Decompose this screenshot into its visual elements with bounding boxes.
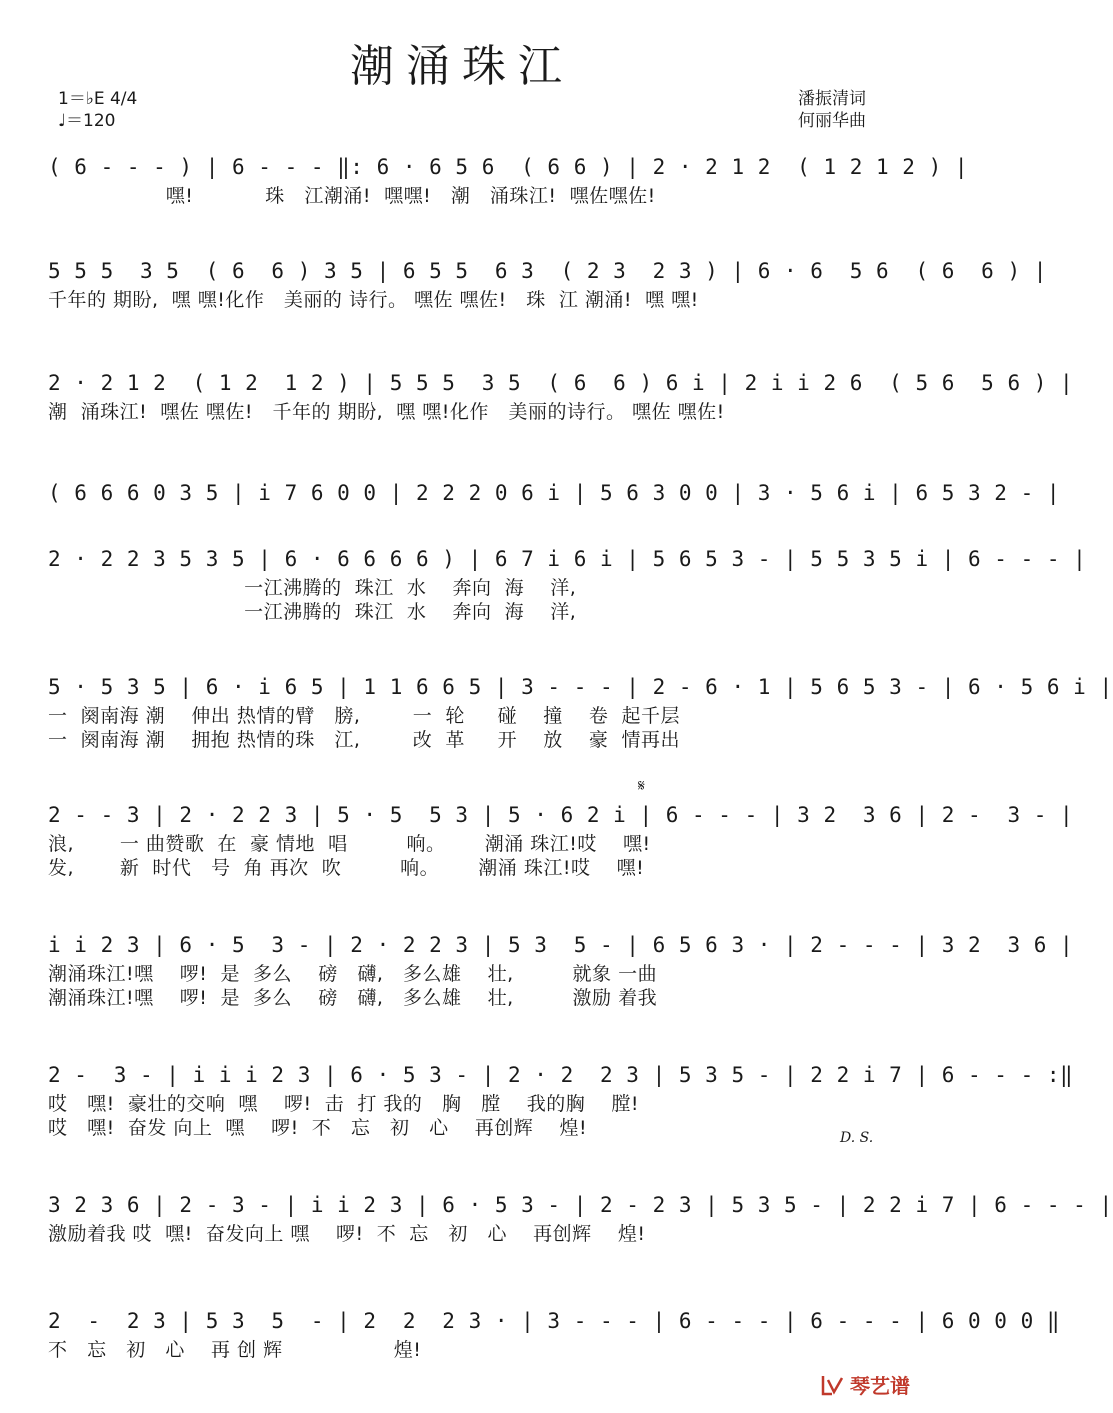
- score-body: [48, 150, 1113, 1374]
- lyric-line: 哎 嘿! 奋发 向上 嘿 啰! 不 忘 初 心 再创辉 煌!: [48, 1117, 588, 1139]
- score-system: [48, 670, 1113, 798]
- ds-marking: D. S.: [840, 1130, 874, 1146]
- lyricist-credit: 潘振清词: [798, 89, 866, 109]
- score-system: [48, 542, 1087, 670]
- notes-line: 2 · 2 2 3 5 3 5 | 6 · 6 6 6 6 ) | 6 7 i 6 i | 5 6 5 3 - | 5 5 3 5 i | 6 - - - |: [48, 547, 1087, 571]
- credits-block: [798, 88, 866, 132]
- watermark: [820, 1370, 910, 1399]
- lyric-line: 嘿! 珠 江潮涌! 嘿嘿! 潮 涌珠江! 嘿佐嘿佐!: [48, 185, 656, 207]
- score-system: [48, 928, 1074, 1058]
- lyric-line: 一 阕南海 潮 伸出 热情的臂 膀, 一 轮 碰 撞 卷 起千层: [48, 705, 680, 727]
- notes-line: 3 2 3 6 | 2 - 3 - | i i 2 3 | 6 · 5 3 - | 2 - 2 3 | 5 3 5 - | 2 2 i 7 | 6 - - - |: [48, 1193, 1113, 1217]
- lyric-line: 哎 嘿! 豪壮的交响 嘿 啰! 击 打 我的 胸 膛 我的胸 膛!: [48, 1093, 640, 1115]
- composer-credit: 何丽华曲: [798, 111, 866, 131]
- lyric-line: 发, 新 时代 号 角 再次 吹 响。 潮涌 珠江!哎 嘿!: [48, 857, 645, 879]
- score-system: [48, 366, 1074, 476]
- lyric-line: 潮涌珠江!嘿 啰! 是 多么 磅 礴, 多么雄 壮, 激励 着我: [48, 987, 658, 1009]
- lyric-line: 激励着我 哎 嘿! 奋发向上 嘿 啰! 不 忘 初 心 再创辉 煌!: [48, 1223, 646, 1245]
- song-title: 潮涌珠江: [350, 41, 574, 92]
- notes-line: 5 5 5 3 5 ( 6 6 ) 3 5 | 6 5 5 6 3 ( 2 3 2 3 ) | 6 · 6 5 6 ( 6 6 ) |: [48, 259, 1047, 283]
- key-signature-block: [58, 88, 137, 132]
- lyric-line: 潮涌珠江!嘿 啰! 是 多么 磅 礴, 多么雄 壮, 就象 一曲: [48, 963, 658, 985]
- lyric-line: 不 忘 初 心 再 创 辉 煌!: [48, 1339, 422, 1361]
- score-system: [48, 476, 1061, 542]
- lyric-line: 一江沸腾的 珠江 水 奔向 海 洋,: [48, 601, 577, 623]
- notes-line: 2 · 2 1 2 ( 1 2 1 2 ) | 5 5 5 3 5 ( 6 6 ) 6 i | 2 i i 2 6 ( 5 6 5 6 ) |: [48, 371, 1074, 395]
- score-system: [48, 1188, 1113, 1304]
- notes-line: ( 6 - - - ) | 6 - - - ‖: 6 · 6 5 6 ( 6 6 ) | 2 · 2 1 2 ( 1 2 1 2 ) |: [48, 155, 969, 179]
- score-system: [48, 254, 1047, 366]
- watermark-logo-icon: [820, 1372, 846, 1398]
- key-signature: 1＝♭E 4/4: [58, 89, 138, 109]
- score-system: [48, 150, 969, 254]
- segno-sign: 𝄋: [638, 776, 645, 795]
- tempo-marking: ♩＝120: [58, 111, 116, 131]
- lyric-line: 一江沸腾的 珠江 水 奔向 海 洋,: [48, 577, 577, 599]
- watermark-text: 琴艺谱: [850, 1374, 910, 1398]
- notes-line: 5 · 5 3 5 | 6 · i 6 5 | 1 1 6 6 5 | 3 - - - | 2 - 6 · 1 | 5 6 5 3 - | 6 · 5 6 i |: [48, 675, 1113, 699]
- score-system: [48, 776, 1074, 928]
- score-system: [48, 1304, 1061, 1374]
- notes-line: ( 6 6 6 0 3 5 | i 7 6 0 0 | 2 2 2 0 6 i | 5 6 3 0 0 | 3 · 5 6 i | 6 5 3 2 - |: [48, 481, 1061, 505]
- notes-line: i i 2 3 | 6 · 5 3 - | 2 · 2 2 3 | 5 3 5 - | 6 5 6 3 · | 2 - - - | 3 2 3 6 |: [48, 933, 1074, 957]
- lyric-line: 一 阕南海 潮 拥抱 热情的珠 江, 改 革 开 放 豪 情再出: [48, 729, 680, 751]
- lyric-line: 潮 涌珠江! 嘿佐 嘿佐! 千年的 期盼, 嘿 嘿!化作 美丽的诗行。 嘿佐 嘿佐!: [48, 401, 725, 423]
- notes-line: 2 - 2 3 | 5 3 5 - | 2 2 2 3 · | 3 - - - | 6 - - - | 6 - - - | 6 0 0 0 ‖: [48, 1309, 1061, 1333]
- score-system: [48, 1058, 1074, 1188]
- notes-line: 2 - 3 - | i i i 2 3 | 6 · 5 3 - | 2 · 2 2 3 | 5 3 5 - | 2 2 i 7 | 6 - - - :‖: [48, 1063, 1074, 1087]
- lyric-line: 浪, 一 曲赞歌 在 豪 情地 唱 响。 潮涌 珠江!哎 嘿!: [48, 833, 651, 855]
- lyric-line: 千年的 期盼, 嘿 嘿!化作 美丽的 诗行。 嘿佐 嘿佐! 珠 江 潮涌! 嘿 嘿!: [48, 289, 699, 311]
- notes-line: 2 - - 3 | 2 · 2 2 3 | 5 · 5 5 3 | 5 · 6 2 i | 6 - - - | 3 2 3 6 | 2 - 3 - |: [48, 803, 1074, 827]
